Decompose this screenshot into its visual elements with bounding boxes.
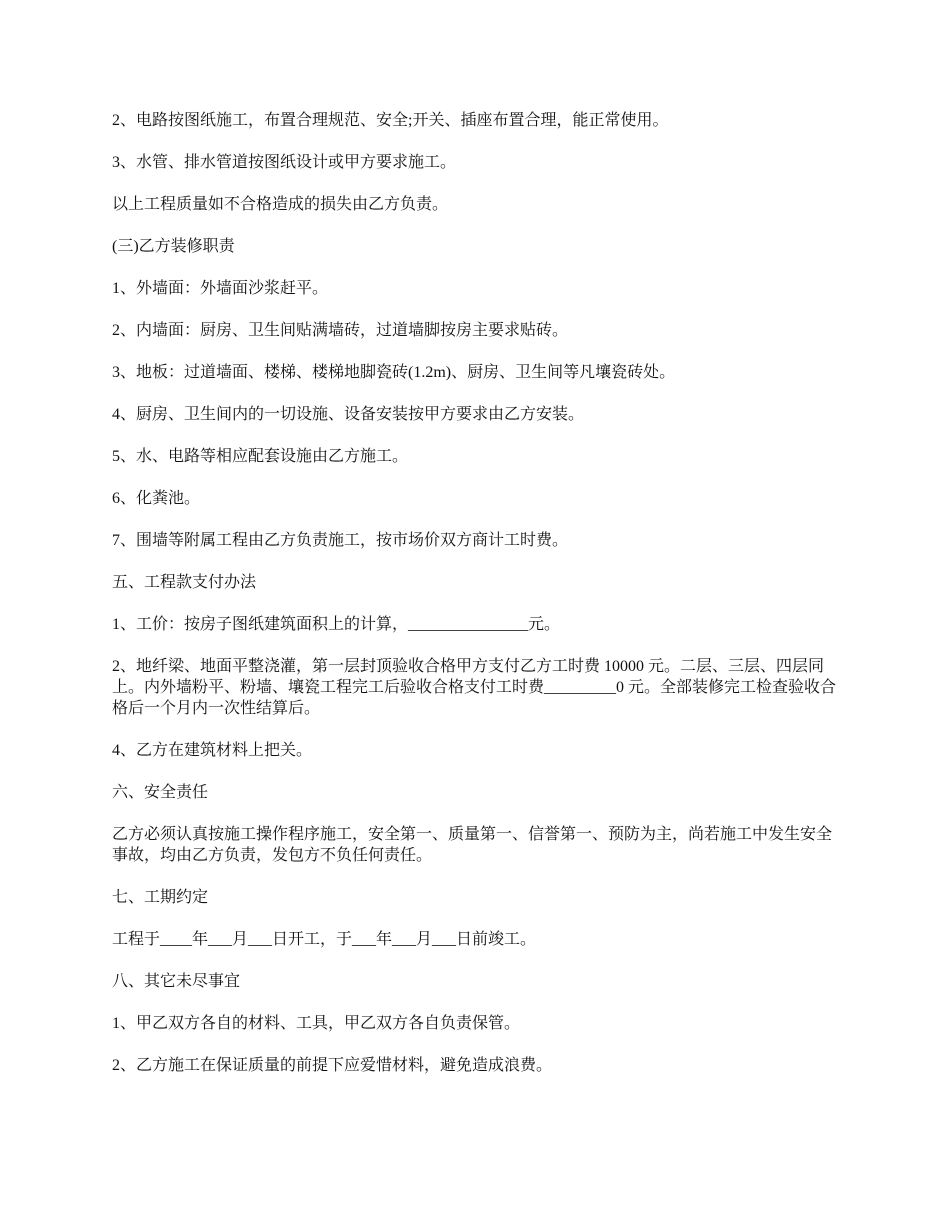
section-heading-renovation-duties: (三)乙方装修职责 [112,238,235,255]
clause-exterior-wall: 1、外墙面：外墙面沙浆赶平。 [112,280,329,297]
clause-tools-custody: 1、甲乙双方各自的材料、工具，甲乙双方各自负责保管。 [112,1015,521,1032]
clause-utilities: 5、水、电路等相应配套设施由乙方施工。 [112,448,409,465]
section-heading-other: 八、其它未尽事宜 [112,973,241,990]
clause-materials-check: 4、乙方在建筑材料上把关。 [112,742,313,759]
clause-schedule-dates: 工程于____年___月___日开工，于___年___月___日前竣工。 [112,931,537,948]
clause-price: 1、工价：按房子图纸建筑面积上的计算，_______________元。 [112,616,561,633]
clause-kitchen-bathroom: 4、厨房、卫生间内的一切设施、设备安装按甲方要求由乙方安装。 [112,406,585,423]
clause-septic-tank: 6、化粪池。 [112,490,201,507]
section-heading-payment: 五、工程款支付办法 [112,574,257,591]
document-body [112,110,842,1097]
clause-floor: 3、地板：过道墙面、楼梯、楼梯地脚瓷砖(1.2m)、厨房、卫生间等凡壤瓷砖处。 [112,364,676,381]
section-heading-schedule: 七、工期约定 [112,889,209,906]
clause-fence: 7、围墙等附属工程由乙方负责施工，按市场价双方商计工时费。 [112,532,569,549]
quality-liability-note: 以上工程质量如不合格造成的损失由乙方负责。 [112,196,449,213]
clause-material-saving: 2、乙方施工在保证质量的前提下应爱惜材料，避免造成浪费。 [112,1057,553,1074]
clause-payment-schedule: 2、地纤梁、地面平整浇灌，第一层封顶验收合格甲方支付乙方工时费 10000 元。二层、三层、四层同上。内外墙粉平、粉墙、壤瓷工程完工后验收合格支付工时费_________0 元。全部装修完工检查验收合格后一个月内一次性结算后。 [112,658,837,717]
clause-water-pipes: 3、水管、排水管道按图纸设计或甲方要求施工。 [112,154,457,171]
clause-safety: 乙方必须认真按施工操作程序施工，安全第一、质量第一、信誉第一、预防为主，尚若施工中发生安全事故，均由乙方负责，发包方不负任何责任。 [112,826,833,864]
clause-wiring: 2、电路按图纸施工，布置合理规范、安全;开关、插座布置合理，能正常使用。 [112,112,669,129]
clause-interior-wall: 2、内墙面：厨房、卫生间贴满墙砖，过道墙脚按房主要求贴砖。 [112,322,569,339]
section-heading-safety: 六、安全责任 [112,784,209,801]
